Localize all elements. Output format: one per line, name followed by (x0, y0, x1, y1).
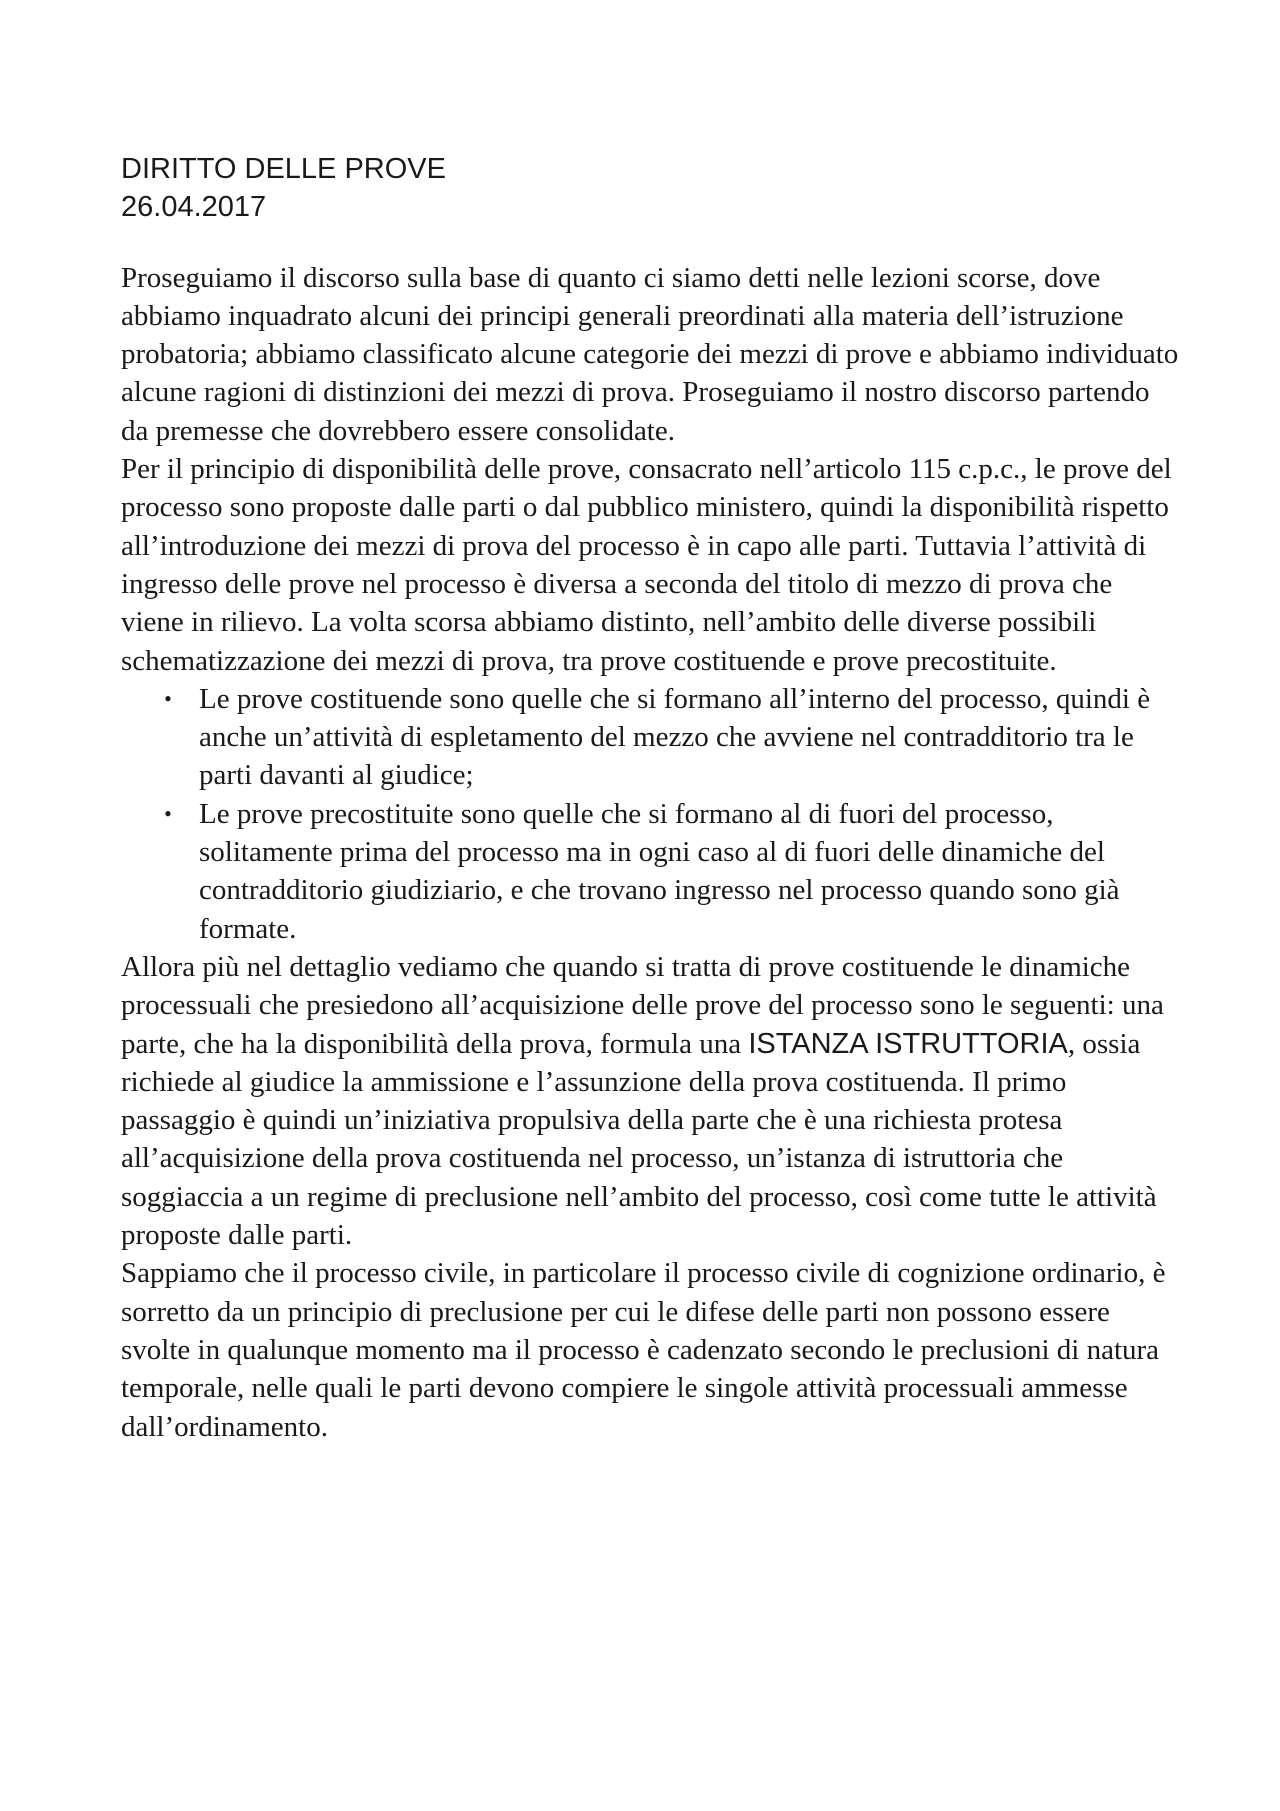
document-page (121, 150, 1181, 1446)
paragraph-istanza-after: , ossia richiede al giudice la ammissione e l’assunzione della prova costituenda. Il primo passaggio è quindi un’iniziativa propulsiva della parte che è una richiesta protesa all’acquisizione della prova costituenda nel processo, un’istanza di istruttoria che soggiaccia a un regime di preclusione nell’ambito del processo, così come tutte le attività proposte dalle parti. (121, 1027, 1157, 1252)
paragraph-istanza (121, 948, 1181, 1254)
list-item (121, 680, 1181, 795)
list-item-text: Le prove precostituite sono quelle che si formano al di fuori del processo, solitamente prima del processo ma in ogni caso al di fuori delle dinamiche del contradditorio giudiziario, e che trovano ingresso nel processo quando sono già formate. (199, 797, 1120, 945)
document-title: DIRITTO DELLE PROVE (121, 153, 446, 185)
bullet-list (121, 680, 1181, 948)
paragraph-intro: Proseguiamo il discorso sulla base di quanto ci siamo detti nelle lezioni scorse, dove abbiamo inquadrato alcuni dei principi generali preordinati alla materia dell’istruzione probatoria; abbiamo classificato alcune categorie dei mezzi di prove e abbiamo individuato alcune ragioni di distinzioni dei mezzi di prova. Proseguiamo il nostro discorso partendo da premesse che dovrebbero essere consolidate. (121, 261, 1179, 447)
bullet-icon: • (164, 685, 172, 711)
document-date: 26.04.2017 (121, 191, 267, 224)
list-item-text: Le prove costituende sono quelle che si formano all’interno del processo, quindi è anche un’attività di espletamento del mezzo che avviene nel contradditorio tra le parti davanti al giudice; (199, 682, 1151, 792)
istanza-istruttoria-term: ISTANZA ISTRUTTORIA (748, 1027, 1068, 1060)
bullet-icon: • (164, 800, 172, 826)
list-item (121, 795, 1181, 948)
paragraph-istanza-before: Allora più nel dettaglio vediamo che quando si tratta di prove costituende le dinamiche processuali che presiedono all’acquisizione delle prove del processo sono le seguenti: una parte, che ha la disponibilità della prova, formula una (121, 950, 1164, 1060)
document-header (121, 150, 1181, 227)
paragraph-disponibilita: Per il principio di disponibilità delle prove, consacrato nell’articolo 115 c.p.c., le prove del processo sono proposte dalle parti o dal pubblico ministero, quindi la disponibilità rispetto all’introduzione dei mezzi di prova del processo è in capo alle parti. Tuttavia l’attività di ingresso delle prove nel processo è diversa a seconda del titolo di mezzo di prova che viene in rilievo. La volta scorsa abbiamo distinto, nell’ambito delle diverse possibili schematizzazione dei mezzi di prova, tra prove costituende e prove precostituite. (121, 453, 1172, 677)
paragraph-preclusione: Sappiamo che il processo civile, in particolare il processo civile di cognizione ordinario, è sorretto da un principio di preclusione per cui le difese delle parti non possono essere svolte in qualunque momento ma il processo è cadenzato secondo le preclusioni di natura temporale, nelle quali le parti devono compiere le singole attività processuali ammesse dall’ordinamento. (121, 1257, 1166, 1443)
